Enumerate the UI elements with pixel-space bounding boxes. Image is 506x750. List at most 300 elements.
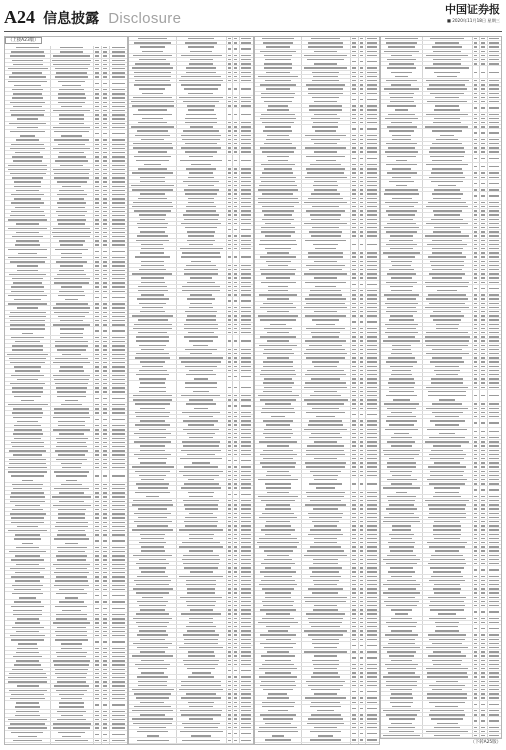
illegible-text-line	[95, 198, 99, 199]
illegible-text-line	[112, 83, 125, 84]
illegible-text-line	[228, 597, 231, 598]
table-cell	[109, 647, 127, 650]
illegible-text-line	[234, 660, 238, 661]
table-cell	[176, 650, 226, 653]
illegible-text-line	[133, 555, 172, 556]
illegible-text-line	[234, 214, 238, 215]
table-cell	[101, 726, 109, 729]
illegible-text-line	[189, 370, 214, 371]
table-cell	[109, 722, 127, 725]
illegible-text-line	[112, 660, 125, 661]
illegible-text-line	[241, 651, 251, 652]
table-cell	[232, 633, 239, 636]
illegible-text-line	[112, 601, 125, 602]
illegible-text-line	[228, 714, 231, 715]
illegible-text-line	[112, 152, 125, 153]
table-cell	[301, 75, 350, 78]
table-cell	[93, 722, 101, 725]
table-cell	[239, 66, 253, 69]
table-cell	[101, 659, 109, 662]
illegible-text-line	[234, 639, 238, 640]
illegible-text-line	[183, 130, 219, 131]
table-cell	[232, 726, 239, 729]
table-cell	[109, 353, 127, 356]
illegible-text-line	[241, 487, 251, 488]
illegible-text-line	[17, 526, 38, 527]
illegible-text-line	[228, 647, 231, 648]
illegible-text-line	[112, 211, 125, 212]
illegible-text-line	[53, 236, 90, 237]
illegible-text-line	[54, 572, 90, 573]
illegible-text-line	[54, 282, 89, 283]
illegible-text-line	[13, 454, 42, 455]
table-cell	[176, 713, 226, 716]
table-cell	[129, 79, 176, 82]
illegible-text-line	[112, 534, 125, 535]
table-cell	[93, 197, 101, 200]
table-cell	[93, 50, 101, 53]
illegible-text-line	[95, 118, 99, 119]
illegible-text-line	[241, 626, 251, 627]
table-cell	[101, 235, 109, 238]
table-cell	[101, 554, 109, 557]
illegible-text-line	[352, 38, 356, 39]
table-cell	[109, 470, 127, 482]
illegible-text-line	[141, 672, 164, 673]
table-cell	[50, 432, 93, 435]
illegible-text-line	[241, 294, 251, 295]
illegible-text-line	[134, 76, 171, 77]
table-cell	[365, 66, 379, 69]
table-row	[5, 470, 127, 483]
illegible-text-line	[103, 265, 107, 266]
table-cell	[232, 415, 239, 418]
illegible-text-line	[132, 206, 174, 207]
table-cell	[239, 276, 253, 279]
illegible-text-line	[11, 114, 44, 115]
table-cell	[301, 45, 350, 48]
illegible-text-line	[228, 366, 231, 367]
illegible-text-line	[367, 76, 377, 77]
illegible-text-line	[186, 168, 217, 169]
table-cell	[232, 554, 239, 557]
illegible-text-line	[103, 165, 107, 166]
table-cell	[109, 458, 127, 461]
illegible-text-line	[9, 274, 46, 275]
table-cell	[101, 390, 109, 393]
table-cell	[101, 558, 109, 561]
illegible-text-line	[95, 68, 99, 69]
table-cell	[101, 512, 109, 515]
table-cell	[239, 591, 253, 594]
illegible-text-line	[182, 723, 219, 724]
table-cell	[5, 508, 50, 511]
illegible-text-line	[95, 139, 99, 140]
table-cell	[365, 71, 379, 74]
illegible-text-line	[241, 647, 251, 648]
illegible-text-line	[234, 370, 238, 371]
table-cell	[109, 533, 127, 536]
table-cell	[101, 189, 109, 192]
illegible-text-line	[13, 417, 43, 418]
table-cell	[50, 466, 93, 469]
illegible-text-line	[183, 634, 219, 635]
table-cell	[176, 201, 226, 204]
table-cell	[101, 378, 109, 381]
table-cell	[5, 584, 50, 587]
illegible-text-line	[137, 130, 168, 131]
illegible-text-line	[12, 412, 42, 413]
table-cell	[101, 546, 109, 549]
illegible-text-line	[112, 677, 125, 678]
illegible-text-line	[140, 177, 166, 178]
illegible-text-line	[53, 64, 90, 65]
illegible-text-line	[103, 398, 107, 399]
illegible-text-line	[95, 60, 99, 61]
illegible-text-line	[9, 123, 47, 124]
illegible-text-line	[55, 669, 88, 670]
illegible-text-line	[241, 588, 251, 589]
illegible-text-line	[95, 404, 99, 405]
illegible-text-line	[228, 567, 231, 568]
illegible-text-line	[112, 181, 125, 182]
table-cell	[176, 188, 226, 191]
table-cell	[101, 138, 109, 141]
illegible-text-line	[95, 631, 99, 632]
table-cell	[109, 302, 127, 305]
illegible-text-line	[234, 676, 238, 677]
table-cell	[176, 692, 226, 695]
illegible-text-line	[95, 698, 99, 699]
illegible-text-line	[241, 471, 251, 472]
table-cell	[93, 382, 101, 385]
illegible-text-line	[367, 46, 377, 47]
illegible-text-line	[112, 186, 125, 187]
illegible-text-line	[189, 718, 214, 719]
illegible-text-line	[95, 540, 99, 541]
illegible-text-line	[8, 169, 47, 170]
table-cell	[176, 440, 226, 443]
illegible-text-line	[112, 467, 125, 468]
illegible-text-line	[56, 568, 87, 569]
table-cell	[93, 592, 101, 599]
illegible-text-line	[188, 38, 214, 39]
illegible-text-line	[112, 307, 125, 308]
illegible-text-line	[190, 294, 213, 295]
table-cell	[109, 718, 127, 721]
table-cell	[101, 214, 109, 217]
table-cell	[129, 654, 176, 657]
illegible-text-line	[10, 320, 46, 321]
illegible-text-line	[188, 177, 215, 178]
illegible-text-line	[234, 454, 238, 455]
illegible-text-line	[140, 193, 165, 194]
illegible-text-line	[13, 488, 42, 489]
illegible-text-line	[112, 408, 125, 409]
table-cell	[109, 75, 127, 78]
table-cell	[239, 583, 253, 586]
illegible-text-line	[12, 484, 43, 485]
illegible-text-line	[103, 580, 107, 581]
table-cell	[5, 143, 50, 146]
table-cell	[5, 718, 50, 721]
illegible-text-line	[103, 513, 107, 514]
table-cell	[129, 524, 176, 527]
table-cell	[129, 66, 176, 69]
table-cell	[301, 83, 350, 86]
illegible-text-line	[241, 534, 251, 535]
table-cell	[176, 562, 226, 565]
table-cell	[239, 209, 253, 212]
table-cell	[176, 276, 226, 279]
table-cell	[129, 352, 176, 355]
table-cell	[239, 306, 253, 309]
illegible-text-line	[136, 483, 169, 484]
illegible-text-line	[190, 126, 213, 127]
illegible-text-line	[59, 114, 84, 115]
illegible-text-line	[134, 156, 171, 157]
table-cell	[232, 587, 239, 590]
illegible-text-line	[9, 316, 46, 317]
illegible-text-line	[95, 211, 99, 212]
table-cell	[176, 356, 226, 359]
illegible-text-line	[144, 164, 162, 165]
illegible-text-line	[112, 715, 125, 716]
table-cell	[5, 323, 50, 326]
table-cell	[5, 201, 50, 204]
table-cell	[239, 142, 253, 145]
illegible-text-line	[234, 714, 238, 715]
table-cell	[129, 415, 176, 418]
illegible-text-line	[137, 634, 168, 635]
illegible-text-line	[56, 593, 87, 594]
illegible-text-line	[131, 126, 173, 127]
table-cell	[50, 101, 93, 104]
illegible-text-line	[138, 681, 167, 682]
illegible-text-line	[55, 580, 87, 581]
table-cell	[232, 545, 239, 548]
table-cell	[93, 256, 101, 259]
illegible-text-line	[103, 330, 107, 331]
table-cell	[101, 441, 109, 444]
illegible-text-line	[190, 59, 213, 60]
table-cell	[232, 478, 239, 481]
illegible-text-line	[22, 333, 34, 334]
table-cell	[50, 516, 93, 519]
table-cell	[5, 168, 50, 171]
table-cell	[232, 58, 239, 61]
illegible-text-line	[103, 152, 107, 153]
table-cell	[101, 634, 109, 637]
illegible-text-line	[140, 231, 164, 232]
illegible-text-line	[234, 395, 238, 396]
illegible-text-line	[112, 312, 125, 313]
table-cell	[5, 701, 50, 708]
illegible-text-line	[241, 130, 251, 131]
table-cell	[109, 504, 127, 507]
illegible-text-line	[228, 643, 231, 644]
table-cell	[239, 293, 253, 296]
table-cell	[93, 424, 101, 427]
illegible-text-line	[132, 105, 174, 106]
illegible-text-line	[241, 567, 251, 568]
illegible-text-line	[135, 256, 171, 257]
illegible-text-line	[95, 349, 99, 350]
table-cell	[109, 206, 127, 209]
illegible-text-line	[9, 459, 45, 460]
table-cell	[129, 596, 176, 599]
illegible-text-line	[234, 466, 238, 467]
illegible-text-line	[187, 454, 215, 455]
illegible-text-line	[241, 101, 251, 102]
table-cell	[50, 264, 93, 267]
table-cell	[5, 306, 50, 309]
illegible-text-line	[112, 734, 125, 735]
table-cell	[129, 478, 176, 481]
illegible-text-line	[234, 559, 238, 560]
illegible-text-line	[112, 160, 125, 161]
illegible-text-line	[234, 542, 238, 543]
table-cell	[255, 79, 301, 82]
illegible-text-line	[188, 198, 215, 199]
table-cell	[109, 59, 127, 62]
illegible-text-line	[133, 114, 172, 115]
table-cell	[93, 92, 101, 95]
table-cell	[101, 697, 109, 700]
illegible-text-line	[10, 362, 46, 363]
illegible-text-line	[95, 711, 99, 712]
illegible-text-line	[56, 475, 87, 476]
table-cell	[176, 129, 226, 132]
illegible-text-line	[95, 232, 99, 233]
illegible-text-line	[61, 253, 81, 254]
table-cell	[239, 486, 253, 489]
table-cell	[255, 50, 301, 53]
illegible-text-line	[103, 366, 107, 367]
table-cell	[232, 432, 239, 435]
illegible-text-line	[103, 139, 107, 140]
table-cell	[101, 222, 109, 225]
table-cell	[50, 571, 93, 574]
illegible-text-line	[95, 595, 99, 596]
table-cell	[93, 617, 101, 620]
table-cell	[93, 726, 101, 729]
table-cell	[50, 416, 93, 423]
table-cell	[176, 79, 226, 82]
illegible-text-line	[103, 391, 107, 392]
illegible-text-line	[16, 660, 40, 661]
illegible-text-line	[11, 492, 44, 493]
illegible-text-line	[112, 177, 125, 178]
illegible-text-line	[137, 740, 169, 741]
illegible-text-line	[241, 601, 251, 602]
illegible-text-line	[234, 630, 238, 631]
illegible-text-line	[54, 139, 89, 140]
illegible-text-line	[132, 655, 173, 656]
illegible-text-line	[133, 399, 172, 400]
table-cell	[129, 62, 176, 65]
table-cell	[176, 621, 226, 624]
table-cell	[101, 722, 109, 725]
table-cell	[232, 659, 239, 662]
table-cell	[109, 46, 127, 49]
illegible-text-line	[103, 375, 107, 376]
illegible-text-line	[181, 681, 221, 682]
illegible-text-line	[15, 534, 41, 535]
table-cell	[129, 104, 176, 107]
table-cell	[93, 416, 101, 423]
table-cell	[109, 500, 127, 503]
illegible-text-line	[95, 240, 99, 241]
illegible-text-line	[188, 676, 214, 677]
table-cell	[5, 722, 50, 725]
illegible-text-line	[314, 63, 337, 64]
illegible-text-line	[95, 677, 99, 678]
table-cell	[93, 109, 101, 112]
table-cell	[176, 726, 226, 729]
illegible-text-line	[10, 324, 44, 325]
illegible-text-line	[9, 690, 47, 691]
table-cell	[232, 675, 239, 678]
table-cell	[93, 437, 101, 440]
illegible-text-line	[234, 697, 238, 698]
illegible-text-line	[228, 387, 231, 388]
table-cell	[50, 231, 93, 234]
table-cell	[50, 319, 93, 322]
table-cell	[5, 726, 50, 729]
illegible-text-line	[234, 513, 238, 514]
table-cell	[239, 474, 253, 477]
illegible-text-line	[141, 244, 163, 245]
illegible-text-line	[112, 173, 125, 174]
illegible-text-line	[234, 319, 238, 320]
illegible-text-line	[264, 55, 292, 56]
illegible-text-line	[140, 252, 164, 253]
illegible-text-line	[234, 193, 238, 194]
table-cell	[93, 403, 101, 406]
table-cell	[232, 411, 239, 414]
illegible-text-line	[228, 48, 231, 49]
illegible-text-line	[142, 51, 164, 52]
illegible-text-line	[17, 118, 38, 119]
table-cell	[5, 491, 50, 494]
illegible-text-line	[234, 517, 238, 518]
illegible-text-line	[54, 685, 90, 686]
table-cell	[50, 651, 93, 654]
illegible-text-line	[234, 300, 238, 301]
illegible-text-line	[228, 370, 231, 371]
table-cell	[176, 512, 226, 515]
illegible-text-line	[228, 445, 231, 446]
illegible-text-line	[241, 357, 251, 358]
illegible-text-line	[112, 114, 125, 115]
table-cell	[239, 436, 253, 439]
illegible-text-line	[18, 736, 38, 737]
illegible-text-line	[11, 517, 44, 518]
illegible-text-line	[241, 517, 251, 518]
illegible-text-line	[56, 446, 87, 447]
table-cell	[232, 486, 239, 489]
table-cell	[50, 386, 93, 389]
table-cell	[109, 189, 127, 192]
illegible-text-line	[103, 614, 107, 615]
illegible-text-line	[228, 660, 231, 661]
table-cell	[50, 525, 93, 528]
illegible-text-line	[8, 249, 47, 250]
illegible-text-line	[241, 286, 251, 287]
table-cell	[101, 533, 109, 536]
table-cell	[50, 269, 93, 272]
